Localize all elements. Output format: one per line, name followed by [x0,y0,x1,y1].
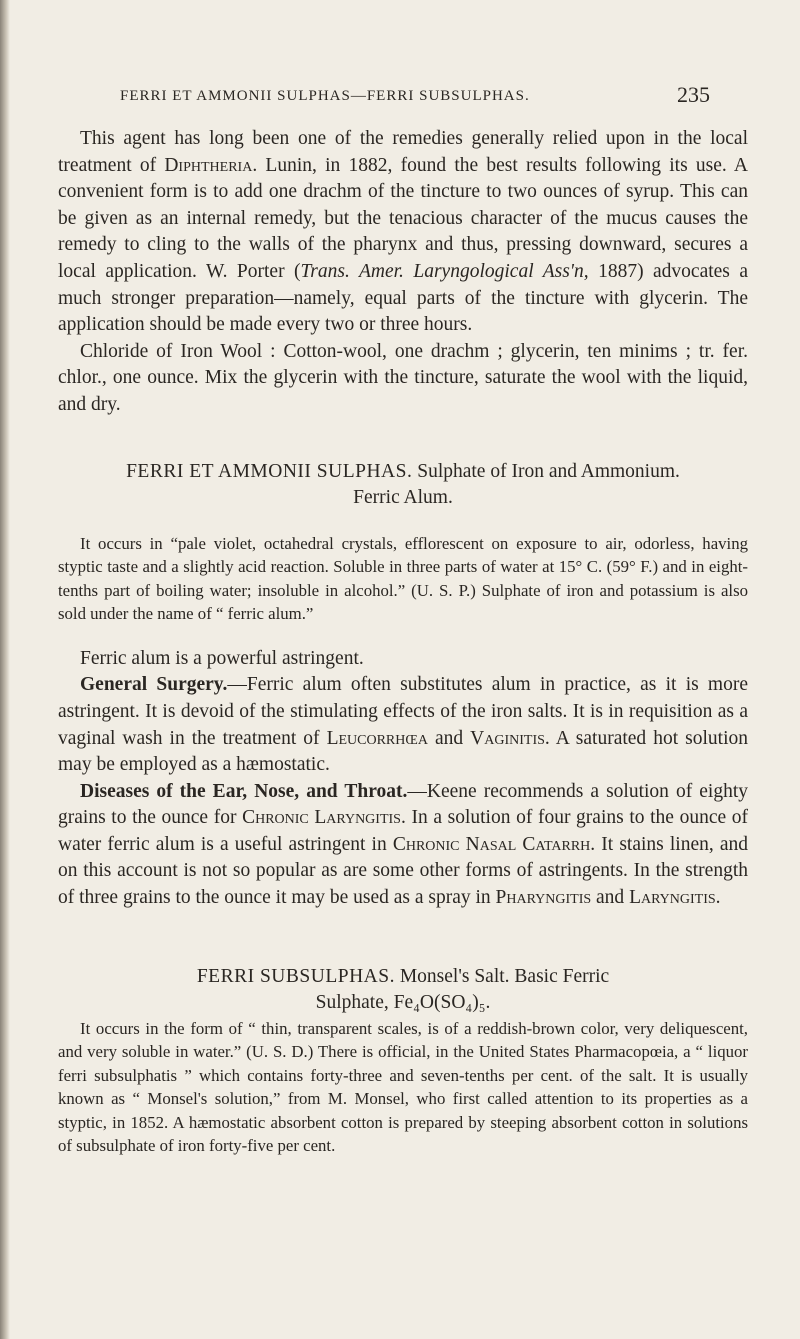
page-number: 235 [677,82,710,107]
general-surgery-head: General Surgery. [80,674,228,696]
section-heading-ferri-et-ammonii: FERRI ET AMMONII SULPHAS. Sulphate of Iron and Ammonium. [126,460,680,482]
section1-note: It occurs in “pale violet, octahedral crystals, efflorescent on exposure to air, odorless, having styptic taste and a slightly acid reaction. Soluble in three parts of water at 15° C. (59° F.) and in eight-tenths part of boiling water; insoluble in alcohol.” (U. S. P.) Sulphate of iron and potassium is also sold under the name of “ ferric alum.” [58,533,748,624]
section2-note: It occurs in the form of “ thin, transparent scales, is of a reddish-brown color, very deliquescent, and very soluble in water.” (U. S. D.) There is official, in the United States Pharmacopœia, a “ liquor ferri subsulphatis ” which contains forty-three and seven-tenths per cent. of the salt. It is usually known as “ Monsel's solution,” from M. Monsel, who first called attention to its properties as a styptic, in 1852. A hæmostatic absorbent cotton is prepared by steeping absorbent cotton in solutions of subsulphate of iron forty-five per cent. [58,1018,748,1156]
running-head-title: FERRI ET AMMONII SULPHAS—FERRI SUBSULPHAS. [120,88,530,104]
section-subtitle-formula: Sulphate, Fe₄O(SO₄)₅. [315,992,491,1014]
intro-paragraph: This agent has long been one of the remedies generally relied upon in the local treatment of Diphtheria. Lunin, in 1882, found the best results following its use. A convenient form is to add one drachm of the tincture to two ounces of syrup. This can be given as an internal remedy, but the tenacious character of the mucus causes the remedy to cling to the walls of the pharynx and thus, pressing downward, secures a local application. W. Porter (Trans. Amer. Laryngological Ass'n, 1887) advocates a much stronger preparation—namely, equal parts of the tincture with glycerin. The application should be made every two or three hours. [58,128,749,336]
section-subtitle-ferric-alum: Ferric Alum. [353,487,453,509]
chloride-paragraph: Chloride of Iron Wool : Cotton-wool, one drachm ; glycerin, ten minims ; tr. fer. chlor., one ounce. Mix the glycerin with the tincture, saturate the wool with the liquid, and dry. [58,340,748,415]
term-chronic-laryngitis: Chronic Laryngitis [242,807,401,829]
ent-head: Diseases of the Ear, Nose, and Throat. [80,780,408,802]
section1-p1: Ferric alum is a powerful astringent. [80,647,364,669]
citation: Trans. Amer. Laryngological Ass'n, [300,260,589,282]
spacer [58,912,748,964]
body-text [58,126,748,1158]
spacer [58,512,748,532]
general-surgery-paragraph: General Surgery.—Ferric alum often substitutes alum in practice, as it is more astringent. It is devoid of the stimulating effects of the iron salts. It is in requisition as a vaginal wash in the treatment of Leucorrhœa and Vaginitis. A saturated hot solution may be employed as a hæmostatic. [58,674,749,776]
term-chronic-nasal-catarrh: Chronic Nasal Catarrh [392,833,591,855]
page-gutter-shadow [0,0,10,1339]
term-laryngitis: Laryngitis [629,887,716,909]
term-pharyngitis: Pharyngitis [495,887,592,909]
term-diphtheria: Diphtheria [164,154,253,176]
term-leucorrhoea: Leucorrhœa [326,727,428,749]
section-heading-ferri-subsulphas: FERRI SUBSULPHAS. Monsel's Salt. Basic Ferric [196,965,610,987]
ent-paragraph: Diseases of the Ear, Nose, and Throat.—Keene recommends a solution of eighty grains to the ounce for Chronic Laryngitis. In a solution of four grains to the ounce of water ferric alum is a useful astringent in Chronic Nasal Catarrh. It stains linen, and on this account is not so popular as are some other forms of astringents. In the strength of three grains to the ounce it may be used as a spray in Pharyngitis and Laryngitis. [58,780,749,909]
term-vaginitis: Vaginitis [470,727,545,749]
spacer [58,419,748,459]
spacer [58,626,748,646]
